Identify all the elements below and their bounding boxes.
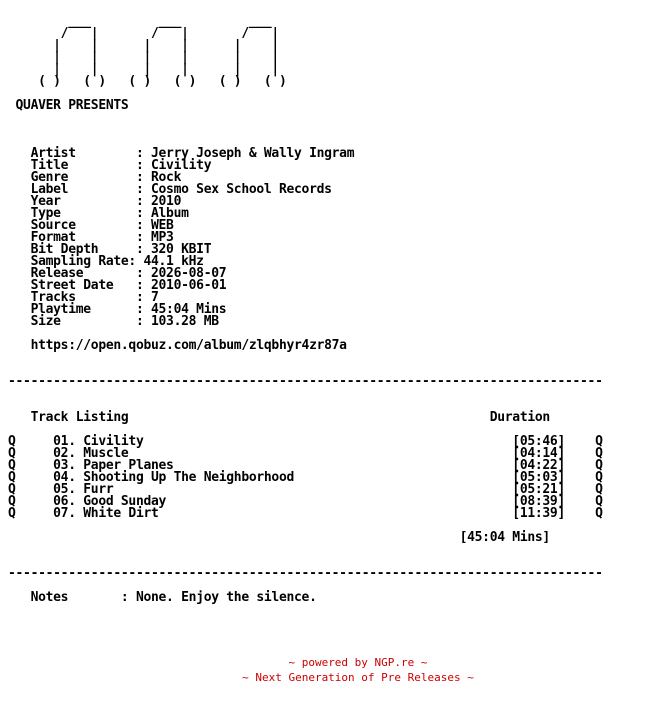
- blank-line: [8, 112, 603, 124]
- info-row-size: Size : 103.28 MB: [8, 314, 219, 329]
- track-row: Q 05. Furr [05:21] Q: [8, 482, 603, 497]
- ascii-logo-line: | | | | | |: [8, 38, 279, 53]
- total-playtime: [45:04 Mins]: [8, 530, 550, 545]
- blank-line: [8, 124, 603, 136]
- ascii-logo-line: ( ) ( ) ( ) ( ) ( ) ( ): [8, 74, 287, 89]
- info-row-artist: Artist : Jerry Joseph & Wally Ingram: [8, 146, 355, 161]
- info-row-bit-depth: Bit Depth : 320 KBIT: [8, 242, 212, 257]
- info-row-genre: Genre : Rock: [8, 170, 182, 185]
- track-listing-header: Track Listing Duration: [8, 410, 550, 425]
- ascii-logo-line: | | | | | |: [8, 50, 279, 65]
- info-row-playtime: Playtime : 45:04 Mins: [8, 302, 227, 317]
- ascii-logo-line: / | / | / |: [8, 26, 279, 41]
- track-row: Q 01. Civility [05:46] Q: [8, 434, 603, 449]
- info-row-year: Year : 2010: [8, 194, 182, 209]
- presenter-title: QUAVER PRESENTS: [8, 98, 129, 113]
- blank-line: [8, 352, 603, 364]
- footer: [0, 655, 648, 685]
- nfo-text: [8, 16, 603, 604]
- divider: -------------------------------------------------------------------------------: [8, 374, 603, 389]
- track-row: Q 03. Paper Planes [04:22] Q: [8, 458, 603, 473]
- info-row-release: Release : 2026-08-07: [8, 266, 227, 281]
- ascii-logo-line: ___ ___ ___: [8, 14, 272, 29]
- info-row-tracks: Tracks : 7: [8, 290, 159, 305]
- info-row-sampling-rate: Sampling Rate: 44.1 kHz: [8, 254, 204, 269]
- footer-tagline: ~ Next Generation of Pre Releases ~: [242, 671, 474, 684]
- blank-line: [8, 544, 603, 556]
- info-row-title: Title : Civility: [8, 158, 212, 173]
- info-row-street-date: Street Date : 2010-06-01: [8, 278, 227, 293]
- footer-powered-by: ~ powered by NGP.re ~: [288, 656, 428, 669]
- track-row: Q 07. White Dirt [11:39] Q: [8, 506, 603, 521]
- track-row: Q 02. Muscle [04:14] Q: [8, 446, 603, 461]
- info-row-source: Source : WEB: [8, 218, 174, 233]
- info-row-format: Format : MP3: [8, 230, 174, 245]
- info-row-type: Type : Album: [8, 206, 189, 221]
- notes-row: Notes : None. Enjoy the silence.: [8, 590, 317, 605]
- blank-line: [8, 388, 603, 400]
- info-row-label: Label : Cosmo Sex School Records: [8, 182, 332, 197]
- ascii-logo-line: | | | | | |: [8, 62, 279, 77]
- track-row: Q 04. Shooting Up The Neighborhood [05:03] Q: [8, 470, 603, 485]
- divider: -------------------------------------------------------------------------------: [8, 566, 603, 581]
- track-row: Q 06. Good Sunday [08:39] Q: [8, 494, 603, 509]
- album-url: https://open.qobuz.com/album/zlqbhyr4zr87a: [8, 338, 347, 353]
